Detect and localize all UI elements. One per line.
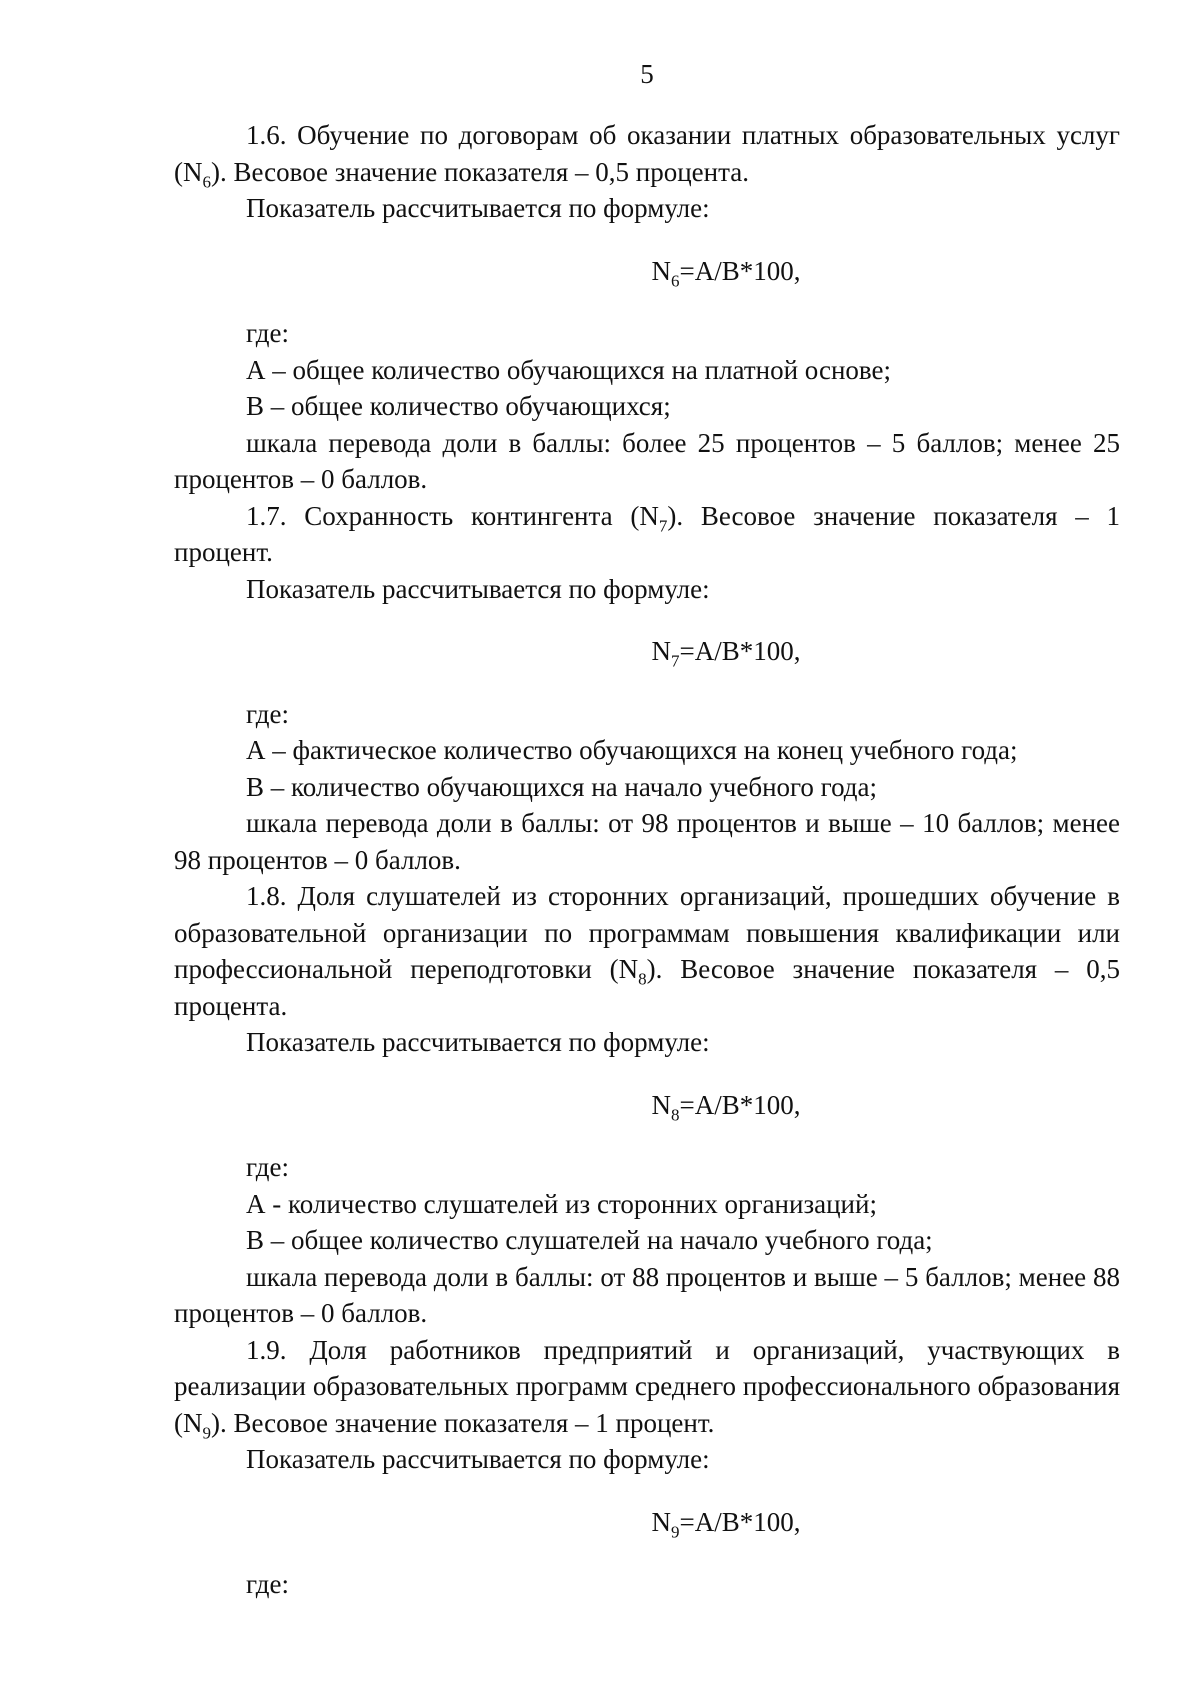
where-label: где:: [246, 1152, 289, 1182]
where-label: где:: [246, 1569, 289, 1599]
section-1-8: [174, 878, 1120, 1332]
page-number: 5: [640, 59, 654, 89]
score-scale: шкала перевода доли в баллы: более 25 процентов – 5 баллов; менее 25 процентов – 0 баллов.: [174, 427, 1120, 494]
formula: $N_8=A/B*100$,: [651, 1089, 801, 1124]
definition-b: В – общее количество обучающихся;: [246, 391, 671, 421]
section-heading: 1.7. Сохранность контингента $(N_7)$. Весовое значение показателя – 1 процент.: [174, 500, 1121, 567]
score-scale: шкала перевода доли в баллы: от 88 процентов и выше – 5 баллов; менее 88 процентов – 0 баллов.: [174, 1261, 1120, 1328]
document-body: [174, 117, 1120, 1603]
section-1-7: [174, 498, 1120, 879]
calc-intro: Показатель рассчитывается по формуле:: [246, 573, 710, 604]
definition-a: А – фактическое количество обучающихся на конец учебного года;: [246, 735, 1018, 765]
where-label: где:: [246, 318, 289, 348]
definition-b: В – общее количество слушателей на начало учебного года;: [246, 1225, 933, 1255]
section-heading: 1.8. Доля слушателей из сторонних организаций, прошедших обучение в образовательной организации по программам повышения квалификации или профессиональной переподготовки $(N_8)$. Весовое значение показателя – 0,5 процента.: [174, 881, 1120, 1021]
score-scale: шкала перевода доли в баллы: от 98 процентов и выше – 10 баллов; менее 98 процентов – 0 баллов.: [174, 808, 1120, 875]
calc-intro: Показатель рассчитывается по формуле:: [246, 1444, 710, 1474]
section-1-6: [174, 117, 1120, 498]
definition-a: А – общее количество обучающихся на платной основе;: [246, 354, 891, 385]
definition-b: В – количество обучающихся на начало учебного года;: [246, 771, 878, 802]
section-heading: 1.9. Доля работников предприятий и организаций, участвующих в реализации образовательных программ среднего профессионального образования $(N_9)$. Весовое значение показателя – 1 процент.: [174, 1334, 1120, 1442]
formula: $N_7=A/B*100$,: [651, 636, 801, 671]
calc-intro: Показатель рассчитывается по формуле:: [246, 193, 710, 223]
formula: $N_6=A/B*100$,: [651, 255, 801, 290]
where-label: где:: [246, 698, 289, 729]
definition-a: А - количество слушателей из сторонних организаций;: [246, 1188, 877, 1219]
formula: $N_9=A/B*100$,: [651, 1506, 801, 1541]
calc-intro: Показатель рассчитывается по формуле:: [246, 1027, 710, 1057]
section-heading: 1.6. Обучение по договорам об оказании платных образовательных услуг $(N_6)$. Весовое значение показателя – 0,5 процента.: [174, 120, 1120, 191]
section-1-9: [174, 1332, 1120, 1603]
